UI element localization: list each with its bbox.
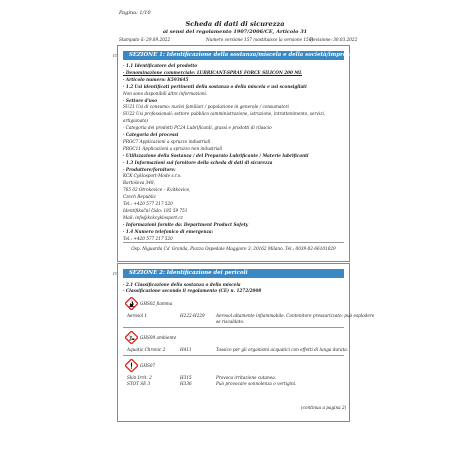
hazard-code: H411 <box>180 347 192 352</box>
hazard-class: STOT SE 3 <box>127 381 151 386</box>
hazard-statement: Aerosol altamente infiammabile. Contenitore pressurizzato: può esplodere <box>216 313 375 318</box>
document-subtitle: ai sensi del regolamento 1907/2006/CE, Articolo 31 <box>162 29 308 35</box>
ghs07-label: GHS07 <box>140 363 156 368</box>
text-line: Tel.: +420 577 217 520 <box>123 201 173 206</box>
hazard-divider <box>123 327 344 328</box>
hazard-statement-cont: se riscaldato. <box>216 319 245 324</box>
hazard-statement: Può provocare sonnolenza o vertigini. <box>216 381 297 386</box>
ghs09-label: GHS09 ambiente <box>140 335 177 340</box>
text-line: Bartošova 348, <box>123 180 155 186</box>
text-line: · Produttore/fornitore: <box>123 166 176 172</box>
text-line: KCK Cyklosport-Mode s.r.o. <box>123 173 182 179</box>
text-line: Mail: info@kckcyklosport.cz <box>123 214 183 220</box>
hazard-code: H315 <box>180 375 192 380</box>
text-line: · Settore d'uso <box>123 97 157 103</box>
text-line: · Articolo numero: K593645 <box>123 76 189 82</box>
text-line: 765 02 Otrokovice – Kvítkovice, <box>123 187 191 193</box>
text-line: PROC11 Applicazioni a spruzzo non industriali <box>123 145 223 151</box>
hazard-statement: Provoca irritazione cutanea. <box>216 375 277 380</box>
text-line: · 1.3 Informazioni sul fornitore della scheda di dati di sicurezza <box>123 159 273 165</box>
text-line: PROC7 Applicazioni a spruzzo industriali <box>123 138 211 144</box>
print-date: Stampato il: 29.09.2022 <box>119 37 171 42</box>
flame-icon <box>125 297 138 310</box>
section-1-box <box>117 45 353 262</box>
section-2-heading: SEZIONE 2: Identificazione dei pericoli <box>123 269 344 278</box>
text-line: · 1.2 Usi identificati pertinenti della sostanza o della miscela e usi sconsigliati <box>123 83 307 89</box>
environment-icon <box>125 331 138 344</box>
text-line: SU21 Usi di consumo: nuclei familiari / popolazione in generale / consumatori <box>123 104 289 110</box>
text-line: Identifikační číslo: 185 59 751 <box>123 207 188 213</box>
section-1-divider <box>123 242 344 243</box>
section-2-box <box>117 263 375 422</box>
text-line: · Classificazione secondo il regolamento (CE) n. 1272/2008 <box>123 287 262 293</box>
continued-note: (continua a pagina 2) <box>301 405 347 410</box>
hazard-class: Aquatic Chronic 2 <box>127 347 166 352</box>
text-line: Non sono disponibili altre informazioni. <box>123 90 208 96</box>
hazard-class: Aerosol 1 <box>127 313 148 318</box>
poison-center-address: Osp. Niguarda Ca' Granda, Piazza Ospedale Maggiore 3, 20162 Milano. Tel.: 0039-02-66101029 <box>131 246 336 251</box>
text-line: artigianato) <box>123 118 149 124</box>
version-number: Numero versione 157 (sostituisce la versione 156) <box>206 37 314 42</box>
ghs02-label: GHS02 fiamma <box>140 301 173 306</box>
hazard-statement: Tossico per gli organismi acquatici con effetti di lunga durata. <box>216 347 349 352</box>
hazard-class: Skin Irrit. 2 <box>127 375 152 380</box>
revision-date: Revisione: 30.03.2022 <box>310 37 358 42</box>
text-line: · 2.1 Classificazione della sostanza o della miscela <box>123 282 241 287</box>
hazard-divider <box>123 355 344 356</box>
text-line: · Utilizzazione della Sostanza / del Preparato Lubrificante / Materie lubrificanti <box>123 152 309 158</box>
text-line: · 1.4 Numero telefonico di emergenza: <box>123 228 214 234</box>
text-line: · Categoria dei processi <box>123 132 179 137</box>
hazard-code: H222-H229 <box>180 313 205 318</box>
text-line: Czech Republic <box>123 194 156 200</box>
text-line: · Informazioni fornite da: Department Product Safety <box>123 221 249 227</box>
section-1-heading: SEZIONE 1: Identificazione della sostanza/miscela e della società/impresa <box>123 51 344 60</box>
document-title: Scheda di dati di sicurezza <box>185 20 285 28</box>
side-mark: IT <box>113 53 118 58</box>
text-line: Tel.: +420 577 217 520 <box>123 235 173 241</box>
text-line: · 1.1 Identificatore del prodotto <box>123 63 198 68</box>
hazard-code: H336 <box>180 381 192 386</box>
text-line: · Categoria dei prodotti PC24 Lubrificanti, grassi e prodotti di rilascio <box>123 125 272 131</box>
page-number: Pagina: 1/10 <box>119 10 151 16</box>
text-line: SU22 Usi professionali: settore pubblico (amministrazione, istruzione, intrattenimento, servizi, <box>123 111 326 117</box>
exclamation-icon <box>125 359 138 372</box>
side-mark: IT <box>113 271 118 276</box>
text-line: · Denominazione commerciale: LUBRICANT-SPRAY FORCE SILICON 200 ML <box>123 69 303 75</box>
